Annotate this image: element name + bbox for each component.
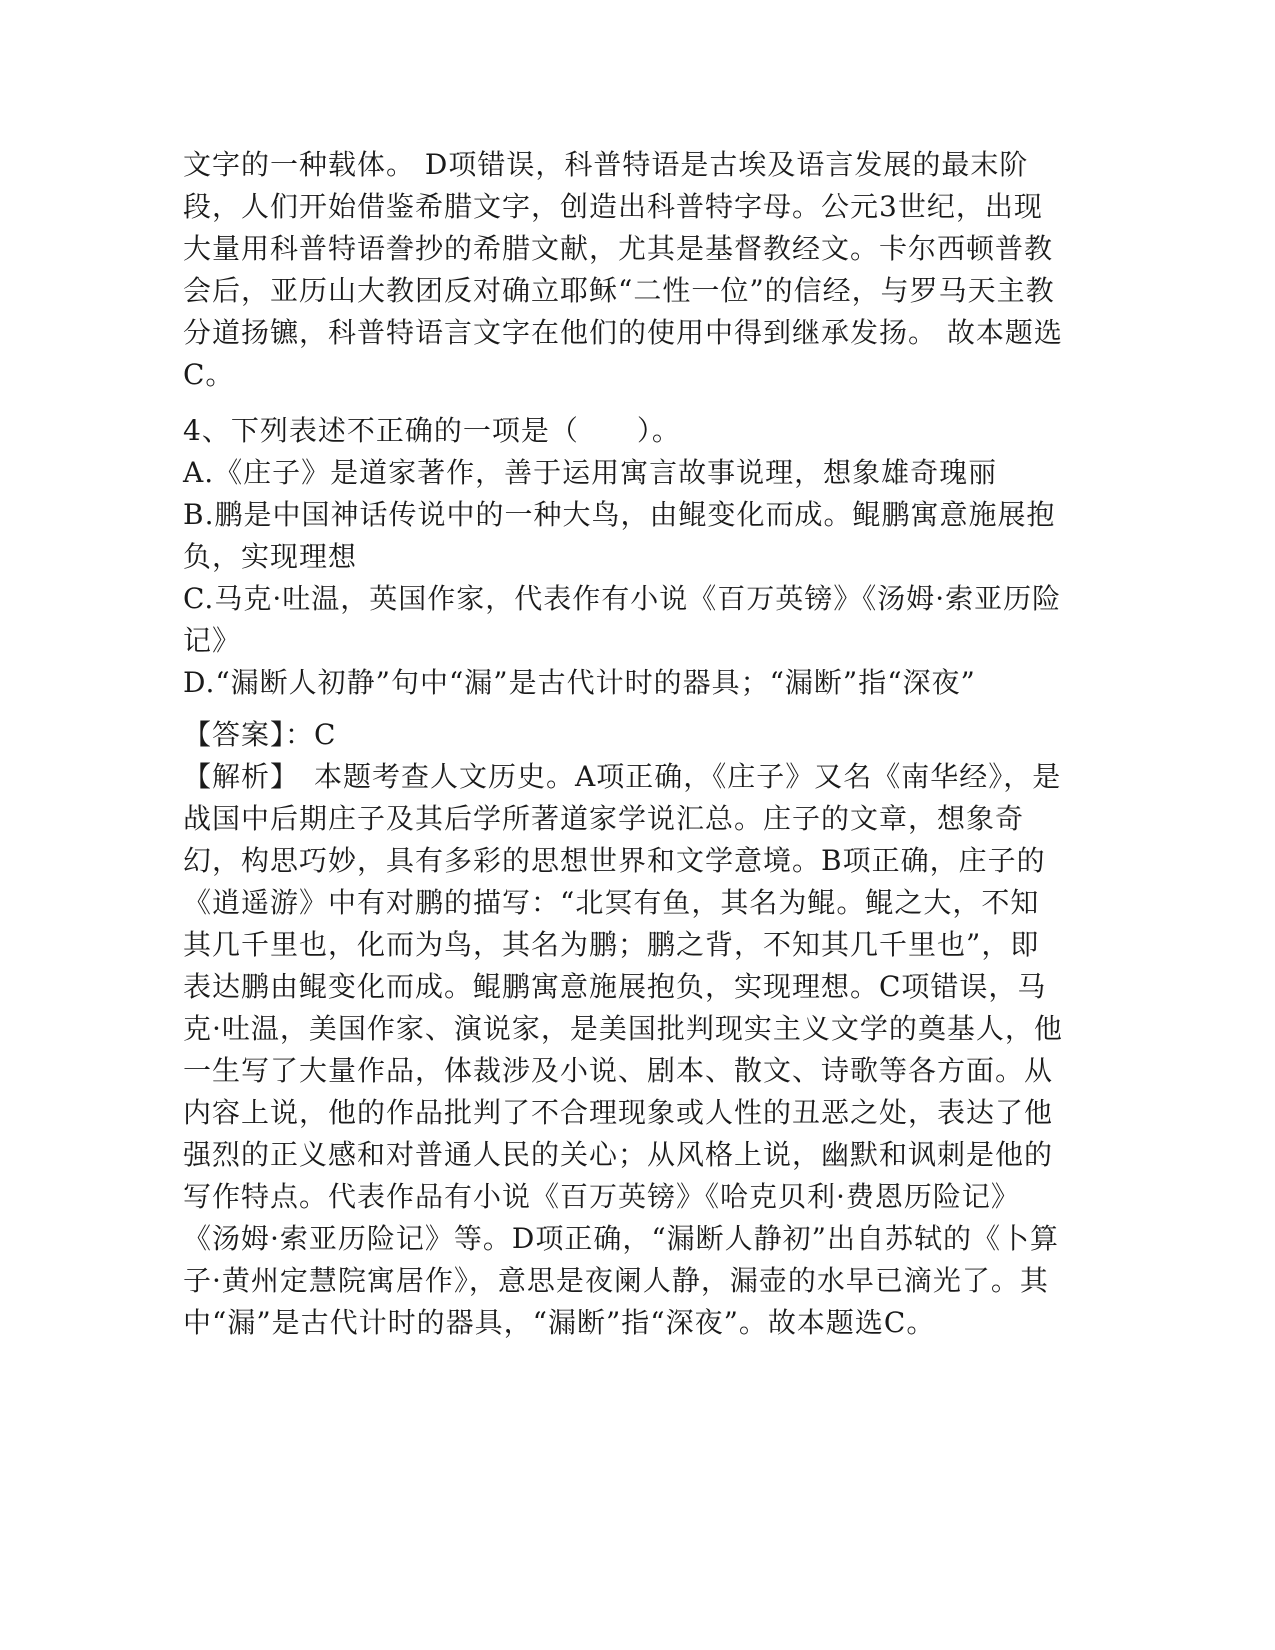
analysis-paragraph <box>183 756 1063 1344</box>
document-page <box>183 144 1063 1344</box>
option-b: B.鹏是中国神话传说中的一种大鸟，由鲲变化而成。鲲鹏寓意施展抱负，实现理想 <box>183 498 1056 573</box>
analysis-text: 本题考查人文历史。A项正确，《庄子》又名《南华经》，是战国中后期庄子及其后学所著道家学说汇总。庄子的文章，想象奇幻，构思巧妙，具有多彩的思想世界和文学意境。B项正确，庄子的《逍遥游》中有对鹏的描写：“北冥有鱼，其名为鲲。鲲之大，不知其几千里也，化而为鸟，其名为鹏；鹏之背，不知其几千里也”，即表达鹏由鲲变化而成。鲲鹏寓意施展抱负，实现理想。C项错误，马克·吐温，美国作家、演说家，是美国批判现实主义文学的奠基人，他一生写了大量作品，体裁涉及小说、剧本、散文、诗歌等各方面。从内容上说，他的作品批判了不合理现象或人性的丑恶之处，表达了他强烈的正义感和对普通人民的关心；从风格上说，幽默和讽刺是他的写作特点。代表作品有小说《百万英镑》《哈克贝利·费恩历险记》《汤姆·索亚历险记》等。D项正确，“漏断人静初”出自苏轼的《卜算子·黄州定慧院寓居作》，意思是夜阑人静，漏壶的水早已滴光了。其中“漏”是古代计时的器具，“漏断”指“深夜”。故本题选C。 <box>183 760 1063 1339</box>
question-block <box>183 410 1063 704</box>
option-d: D.“漏断人初静”句中“漏”是古代计时的器具；“漏断”指“深夜” <box>183 666 976 699</box>
previous-explanation-text: 文字的一种载体。 D项错误，科普特语是古埃及语言发展的最末阶段，人们开始借鉴希腊文字，创造出科普特字母。公元3世纪，出现大量用科普特语誊抄的希腊文献，尤其是基督教经文。卡尔西顿普教会后，亚历山大教团反对确立耶稣“二性一位”的信经，与罗马天主教分道扬镳，科普特语言文字在他们的使用中得到继承发扬。 故本题选C。 <box>183 148 1063 391</box>
option-c: C.马克·吐温，英国作家，代表作有小说《百万英镑》《汤姆·索亚历险记》 <box>183 582 1062 657</box>
option-a: A.《庄子》是道家著作，善于运用寓言故事说理，想象雄奇瑰丽 <box>183 456 998 489</box>
analysis-label: 【解析】 <box>183 760 286 793</box>
answer-label: 【答案】： <box>183 718 315 751</box>
question-stem: 4、下列表述不正确的一项是（ ）。 <box>183 414 681 447</box>
answer-value: C <box>314 718 337 751</box>
answer-line <box>183 714 1063 756</box>
